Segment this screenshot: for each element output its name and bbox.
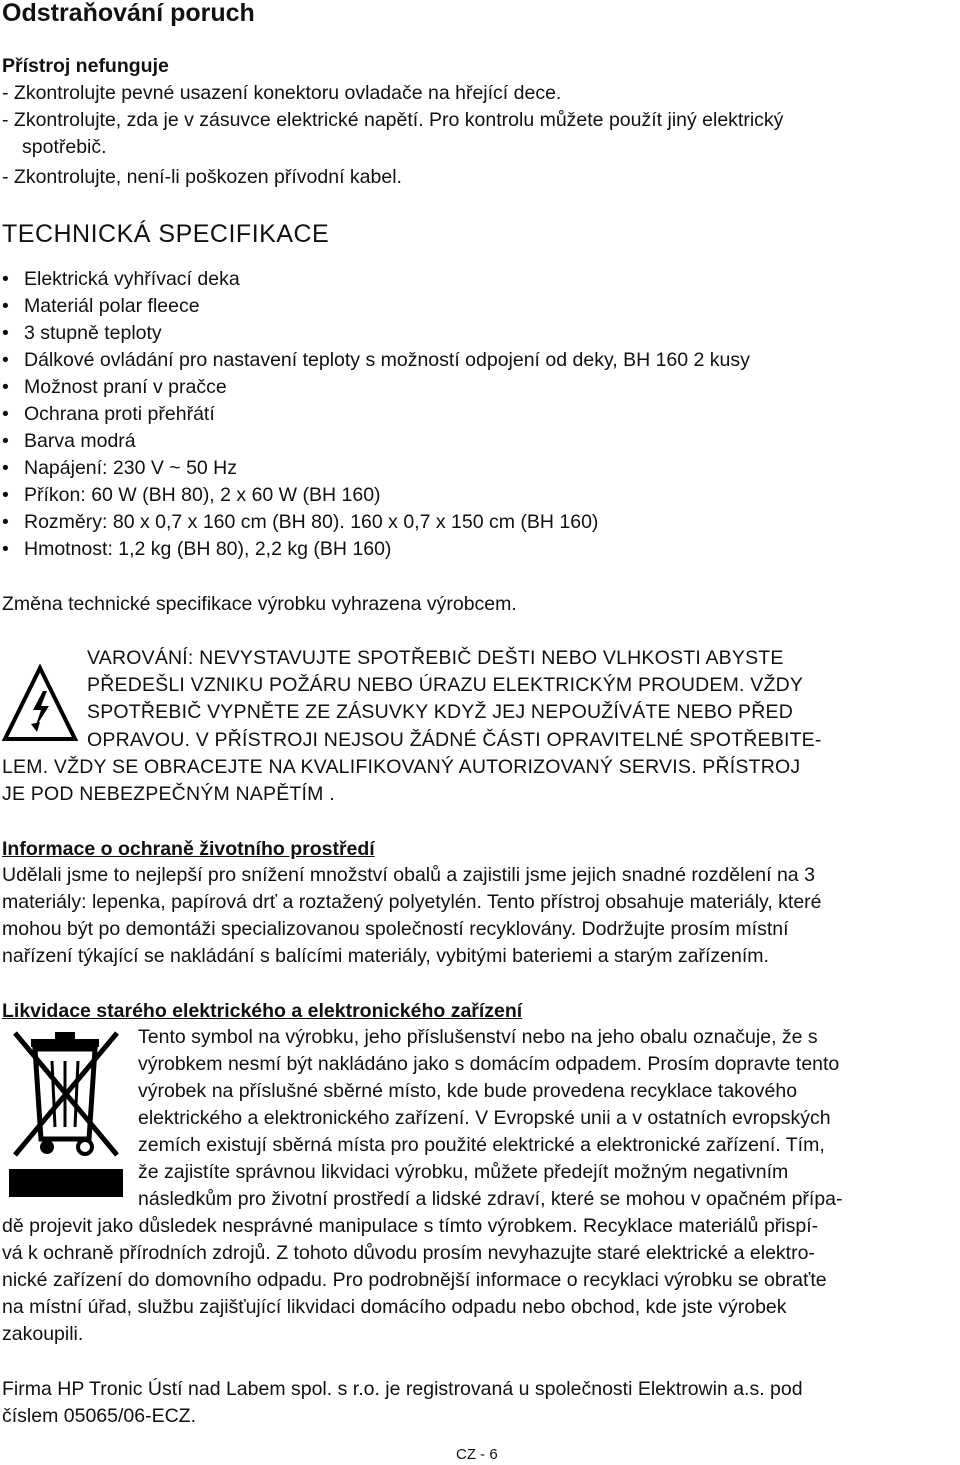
disposal-line: Tento symbol na výrobku, jeho příslušenství nebo na jeho obalu označuje, že s <box>138 1026 818 1048</box>
trouble-line: spotřebič. <box>22 136 107 158</box>
disposal-line: dě projevit jako důsledek nesprávné manipulace s tímto výrobkem. Recyklace materiálů přispí- <box>2 1215 819 1237</box>
page-number: CZ - 6 <box>456 1446 498 1463</box>
disposal-line: výrobek na příslušné sběrné místo, kde bude provedena recyklace takového <box>138 1080 798 1102</box>
crossed-out-wheelie-bin-icon <box>5 1027 127 1199</box>
firm-line: číslem 05065/06-ECZ. <box>2 1405 197 1427</box>
spec-item: • Rozměry: 80 x 0,7 x 160 cm (BH 80). 160 x 0,7 x 150 cm (BH 160) <box>24 509 598 536</box>
spec-item: • Ochrana proti přehřátí <box>24 401 215 428</box>
environment-line: Udělali jsme to nejlepší pro snížení množství obalů a zajistili jsme jejich snadné rozdělení na 3 <box>2 864 815 886</box>
warning-line: LEM. VŽDY SE OBRACEJTE NA KVALIFIKOVANÝ AUTORIZOVANÝ SERVIS. PŘÍSTROJ <box>2 756 801 778</box>
warning-line: OPRAVOU. V PŘÍSTROJI NEJSOU ŽÁDNÉ ČÁSTI OPRAVITELNÉ SPOTŘEBITE- <box>87 729 822 751</box>
disposal-line: zemích existují sběrná místa pro použité elektrické a elektronické zařízení. Tím, <box>138 1134 825 1156</box>
warning-line: PŘEDEŠLI VZNIKU POŽÁRU NEBO ÚRAZU ELEKTRICKÝM PROUDEM. VŽDY <box>87 674 804 696</box>
environment-heading: Informace o ochraně životního prostředí <box>2 838 375 860</box>
spec-item: • Elektrická vyhřívací deka <box>24 266 240 293</box>
spec-item: • Příkon: 60 W (BH 80), 2 x 60 W (BH 160) <box>24 482 381 509</box>
disposal-line: následkům pro životní prostředí a lidské zdraví, které se mohou v opačném přípa- <box>138 1188 843 1210</box>
trouble-line: - Zkontrolujte, není-li poškozen přívodní kabel. <box>2 166 402 188</box>
spec-item: • 3 stupně teploty <box>24 320 162 347</box>
disposal-line: že zajistíte správnou likvidaci výrobku, můžete předejít možným negativním <box>138 1161 789 1183</box>
disposal-line: nické zařízení do domovního odpadu. Pro podrobnější informace o recyklaci výrobku se obraťte <box>2 1269 827 1291</box>
page-title: Odstraňování poruch <box>2 0 255 27</box>
disposal-heading: Likvidace starého elektrického a elektronického zařízení <box>2 1000 523 1022</box>
environment-line: nařízení týkající se nakládání s balícími materiály, vybitými bateriemi a starým zařízením. <box>2 945 769 967</box>
spec-item: • Dálkové ovládání pro nastavení teploty s možností odpojení od deky, BH 160 2 kusy <box>24 347 750 374</box>
trouble-line: - Zkontrolujte pevné usazení konektoru ovladače na hřející dece. <box>2 82 562 104</box>
spec-item: • Napájení: 230 V ~ 50 Hz <box>24 455 237 482</box>
warning-line: JE POD NEBEZPEČNÝM NAPĚTÍM . <box>2 783 335 805</box>
spec-item: • Možnost praní v pračce <box>24 374 227 401</box>
warning-line: VAROVÁNÍ: NEVYSTAVUJTE SPOTŘEBIČ DEŠTI NEBO VLHKOSTI ABYSTE <box>87 647 784 669</box>
trouble-line: - Zkontrolujte, zda je v zásuvce elektrické napětí. Pro kontrolu můžete použít jiný elektrický <box>2 109 784 131</box>
disposal-line: vá k ochraně přírodních zdrojů. Z tohoto důvodu prosím nevyhazujte staré elektrické a elektro- <box>2 1242 815 1264</box>
disposal-line: výrobkem nesmí být nakládáno jako s domácím odpadem. Prosím dopravte tento <box>138 1053 840 1075</box>
environment-line: materiály: lepenka, papírová drť a roztažený polyetylén. Tento přístroj obsahuje materiály, které <box>2 891 822 913</box>
spec-note: Změna technické specifikace výrobku vyhrazena výrobcem. <box>2 593 517 615</box>
spec-title: TECHNICKÁ SPECIFIKACE <box>2 220 330 248</box>
high-voltage-warning-icon <box>2 664 78 742</box>
spec-item: • Materiál polar fleece <box>24 293 200 320</box>
warning-line: SPOTŘEBIČ VYPNĚTE ZE ZÁSUVKY KDYŽ JEJ NEPOUŽÍVÁTE NEBO PŘED <box>87 701 794 723</box>
spec-item: • Barva modrá <box>24 428 136 455</box>
disposal-line: elektrického a elektronického zařízení. V Evropské unii a v ostatních evropských <box>138 1107 831 1129</box>
disposal-line: zakoupili. <box>2 1323 84 1345</box>
trouble-heading: Přístroj nefunguje <box>2 55 169 77</box>
environment-line: mohou být po demontáži specializovanou společností recyklovány. Dodržujte prosím místní <box>2 918 789 940</box>
spec-item: • Hmotnost: 1,2 kg (BH 80), 2,2 kg (BH 160) <box>24 536 391 563</box>
firm-line: Firma HP Tronic Ústí nad Labem spol. s r.o. je registrovaná u společnosti Elektrowin a.s. pod <box>2 1378 803 1400</box>
disposal-line: na místní úřad, službu zajišťující likvidaci domácího odpadu nebo obchod, kde jste výrobek <box>2 1296 787 1318</box>
